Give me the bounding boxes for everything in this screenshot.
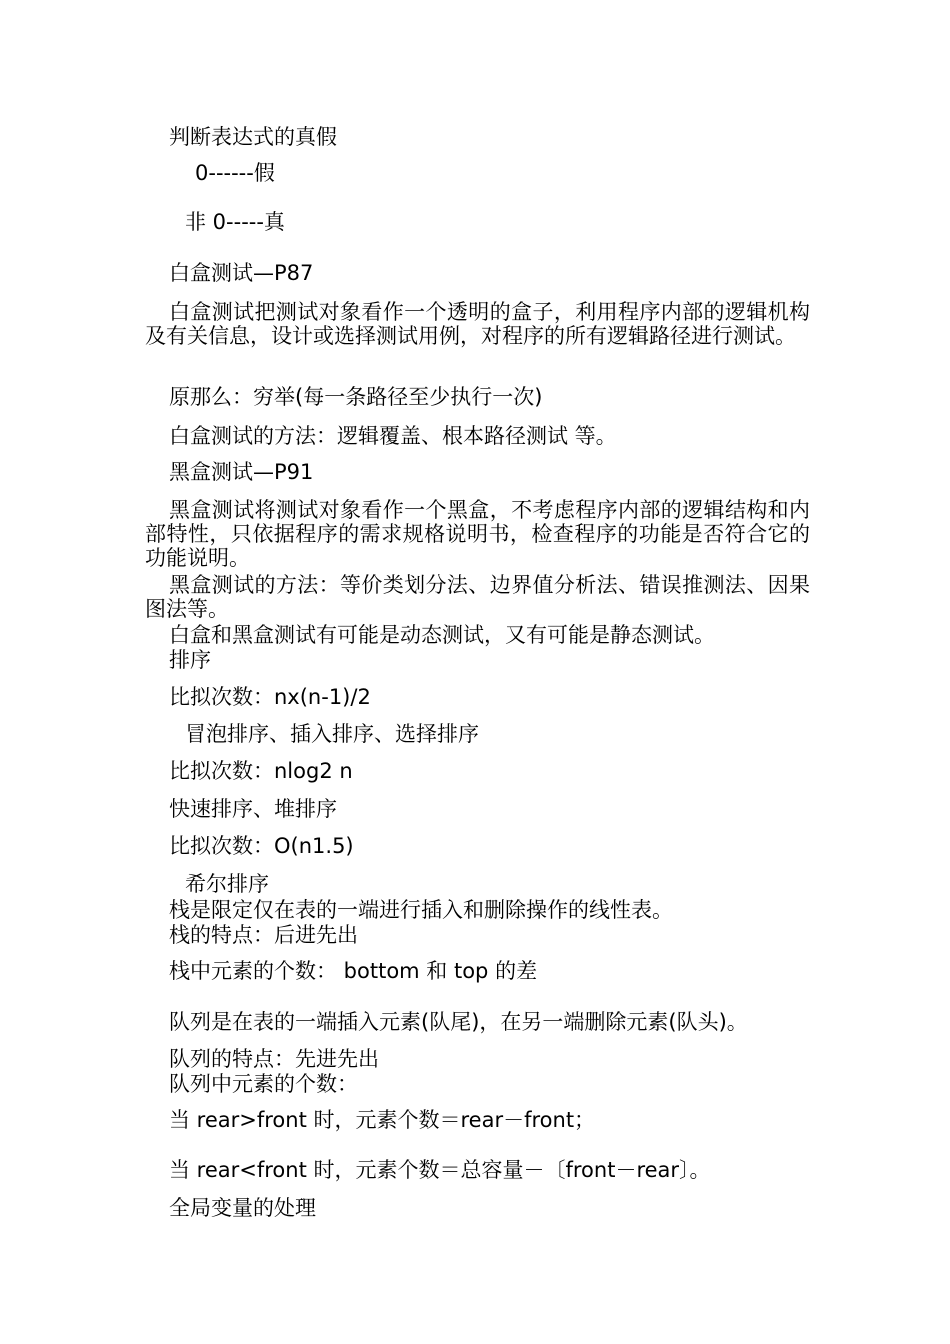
text-line: 白盒测试的方法：逻辑覆盖、根本路径测试 等。 <box>169 424 617 448</box>
text-line: 栈中元素的个数： bottom 和 top 的差 <box>169 959 538 983</box>
heading-line: 全局变量的处理 <box>169 1196 316 1220</box>
text-line: 比拟次数：O(n1.5) <box>169 834 354 858</box>
text-line: 原那么：穷举(每一条路径至少执行一次) <box>169 385 543 409</box>
text-line: 白盒和黑盒测试有可能是动态测试，又有可能是静态测试。 <box>169 623 715 647</box>
text-line: 队列的特点：先进先出 <box>169 1047 379 1071</box>
text-line: 希尔排序 <box>185 872 269 896</box>
text-line: 0------假 <box>195 161 275 185</box>
paragraph: 白盒测试把测试对象看作一个透明的盒子，利用程序内部的逻辑机构及有关信息，设计或选择测试用例，对程序的所有逻辑路径进行测试。 <box>145 300 810 348</box>
heading-line: 排序 <box>169 648 211 672</box>
text-line: 比拟次数：nx(n-1)/2 <box>169 685 371 709</box>
text-line: 非 0-----真 <box>185 210 285 234</box>
heading-line: 黑盒测试—P91 <box>169 460 314 484</box>
paragraph: 黑盒测试的方法：等价类划分法、边界值分析法、错误推测法、因果图法等。 <box>145 573 810 621</box>
text-line: 队列中元素的个数： <box>169 1072 358 1096</box>
text-line: 快速排序、堆排序 <box>169 797 337 821</box>
text-line: 冒泡排序、插入排序、选择排序 <box>185 722 479 746</box>
text-line: 比拟次数：nlog2 n <box>169 759 353 783</box>
text-line: 栈的特点：后进先出 <box>169 923 358 947</box>
paragraph: 黑盒测试将测试对象看作一个黑盒，不考虑程序内部的逻辑结构和内部特性，只依据程序的需求规格说明书，检查程序的功能是否符合它的功能说明。 <box>145 498 810 570</box>
text-line: 判断表达式的真假 <box>169 125 337 149</box>
text-line: 栈是限定仅在表的一端进行插入和删除操作的线性表。 <box>169 898 673 922</box>
text-line: 当 rear<front 时，元素个数＝总容量－〔front－rear〕。 <box>169 1158 711 1182</box>
text-line: 当 rear>front 时，元素个数＝rear－front； <box>169 1108 596 1132</box>
heading-line: 白盒测试—P87 <box>169 261 314 285</box>
text-line: 队列是在表的一端插入元素(队尾)，在另一端删除元素(队头)。 <box>169 1010 748 1034</box>
